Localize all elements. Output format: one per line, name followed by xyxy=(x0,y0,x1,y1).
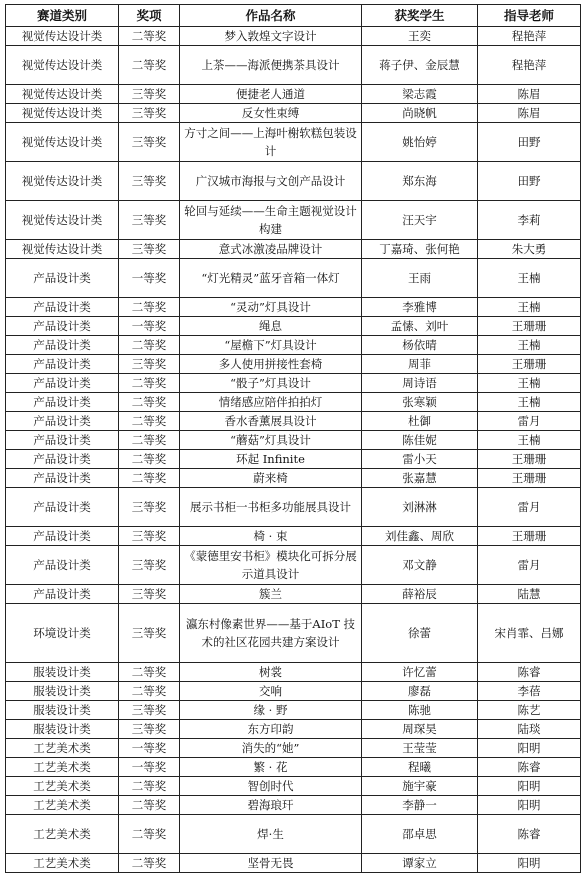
cell-student: 邓文静 xyxy=(362,546,478,585)
cell-work-title: 多人使用拼接性套椅 xyxy=(180,355,362,374)
cell-teacher: 雷月 xyxy=(478,546,581,585)
cell-teacher: 陈艺 xyxy=(478,701,581,720)
table-row xyxy=(6,259,581,298)
cell-work-title: “屋檐下”灯具设计 xyxy=(180,336,362,355)
cell-student: 杨依晴 xyxy=(362,336,478,355)
cell-student: 张寒颖 xyxy=(362,393,478,412)
cell-award: 三等奖 xyxy=(119,355,180,374)
cell-award: 二等奖 xyxy=(119,854,180,873)
cell-award: 三等奖 xyxy=(119,701,180,720)
cell-award: 二等奖 xyxy=(119,412,180,431)
cell-student: 陈佳妮 xyxy=(362,431,478,450)
cell-work-title: “骰子”灯具设计 xyxy=(180,374,362,393)
cell-student: 雷小天 xyxy=(362,450,478,469)
table-row xyxy=(6,527,581,546)
cell-category: 服装设计类 xyxy=(6,682,119,701)
header-teacher: 指导老师 xyxy=(478,5,581,27)
table-row xyxy=(6,585,581,604)
cell-award: 二等奖 xyxy=(119,374,180,393)
cell-teacher: 朱大勇 xyxy=(478,240,581,259)
cell-work-title: 梦入敦煌文字设计 xyxy=(180,27,362,46)
cell-student: 周琛昊 xyxy=(362,720,478,739)
cell-award: 三等奖 xyxy=(119,585,180,604)
cell-student: 邵卓思 xyxy=(362,815,478,854)
table-row xyxy=(6,162,581,201)
cell-category: 环境设计类 xyxy=(6,604,119,663)
cell-category: 视觉传达设计类 xyxy=(6,240,119,259)
cell-work-title: 情绪感应陪伴拍拍灯 xyxy=(180,393,362,412)
cell-teacher: 王珊珊 xyxy=(478,469,581,488)
cell-work-title: 广汉城市海报与文创产品设计 xyxy=(180,162,362,201)
cell-category: 产品设计类 xyxy=(6,488,119,527)
table-row xyxy=(6,46,581,85)
cell-work-title: 环起 Infinite xyxy=(180,450,362,469)
header-student: 获奖学生 xyxy=(362,5,478,27)
cell-teacher: 王楠 xyxy=(478,393,581,412)
header-award: 奖项 xyxy=(119,5,180,27)
cell-student: 梁志霞 xyxy=(362,85,478,104)
cell-teacher: 王珊珊 xyxy=(478,450,581,469)
cell-teacher: 雷月 xyxy=(478,412,581,431)
cell-award: 二等奖 xyxy=(119,682,180,701)
cell-work-title: 绳息 xyxy=(180,317,362,336)
cell-award: 二等奖 xyxy=(119,777,180,796)
cell-category: 产品设计类 xyxy=(6,431,119,450)
cell-student: 程曦 xyxy=(362,758,478,777)
cell-category: 产品设计类 xyxy=(6,469,119,488)
table-row xyxy=(6,701,581,720)
cell-award: 一等奖 xyxy=(119,758,180,777)
cell-award: 三等奖 xyxy=(119,527,180,546)
cell-award: 三等奖 xyxy=(119,604,180,663)
table-row xyxy=(6,777,581,796)
cell-student: 孟愫、刘叶 xyxy=(362,317,478,336)
cell-teacher: 王楠 xyxy=(478,259,581,298)
cell-award: 二等奖 xyxy=(119,450,180,469)
cell-student: 汪天宇 xyxy=(362,201,478,240)
cell-teacher: 陆慧 xyxy=(478,585,581,604)
cell-student: 施宇豪 xyxy=(362,777,478,796)
table-row xyxy=(6,663,581,682)
cell-student: 张嘉慧 xyxy=(362,469,478,488)
cell-work-title: 香水香薰展具设计 xyxy=(180,412,362,431)
table-row xyxy=(6,720,581,739)
cell-work-title: “灯光精灵”蓝牙音箱一体灯 xyxy=(180,259,362,298)
cell-work-title: 反女性束缚 xyxy=(180,104,362,123)
cell-category: 产品设计类 xyxy=(6,412,119,431)
cell-work-title: 碧海琅玕 xyxy=(180,796,362,815)
cell-category: 服装设计类 xyxy=(6,720,119,739)
cell-teacher: 陈眉 xyxy=(478,85,581,104)
cell-student: 王莹莹 xyxy=(362,739,478,758)
cell-work-title: 树裳 xyxy=(180,663,362,682)
cell-category: 产品设计类 xyxy=(6,259,119,298)
cell-work-title: 瀛东村像素世界——基于AIoT 技术的社区花园共建方案设计 xyxy=(180,604,362,663)
cell-award: 一等奖 xyxy=(119,739,180,758)
table-row xyxy=(6,336,581,355)
cell-student: 刘淋淋 xyxy=(362,488,478,527)
cell-category: 产品设计类 xyxy=(6,546,119,585)
table-row xyxy=(6,85,581,104)
table-row xyxy=(6,393,581,412)
table-row xyxy=(6,27,581,46)
cell-award: 三等奖 xyxy=(119,720,180,739)
cell-teacher: 阳明 xyxy=(478,777,581,796)
cell-teacher: 陆琰 xyxy=(478,720,581,739)
cell-category: 工艺美术类 xyxy=(6,777,119,796)
cell-category: 视觉传达设计类 xyxy=(6,85,119,104)
cell-award: 一等奖 xyxy=(119,317,180,336)
cell-student: 徐蕾 xyxy=(362,604,478,663)
cell-work-title: “灵动”灯具设计 xyxy=(180,298,362,317)
cell-student: 廖磊 xyxy=(362,682,478,701)
cell-work-title: 缘 · 野 xyxy=(180,701,362,720)
table-row xyxy=(6,815,581,854)
cell-teacher: 阳明 xyxy=(478,739,581,758)
cell-teacher: 王楠 xyxy=(478,336,581,355)
cell-teacher: 阳明 xyxy=(478,796,581,815)
cell-work-title: 椅 · 束 xyxy=(180,527,362,546)
cell-teacher: 陈睿 xyxy=(478,758,581,777)
table-row xyxy=(6,240,581,259)
table-row xyxy=(6,758,581,777)
cell-work-title: 消失的“她” xyxy=(180,739,362,758)
cell-student: 蒋子伊、金辰慧 xyxy=(362,46,478,85)
cell-category: 产品设计类 xyxy=(6,450,119,469)
table-row xyxy=(6,355,581,374)
cell-category: 产品设计类 xyxy=(6,585,119,604)
cell-category: 产品设计类 xyxy=(6,527,119,546)
cell-award: 二等奖 xyxy=(119,431,180,450)
cell-teacher: 王楠 xyxy=(478,431,581,450)
cell-student: 尚晓帆 xyxy=(362,104,478,123)
table-row xyxy=(6,739,581,758)
cell-category: 工艺美术类 xyxy=(6,854,119,873)
cell-award: 三等奖 xyxy=(119,162,180,201)
cell-work-title: 繁 · 花 xyxy=(180,758,362,777)
cell-teacher: 陈眉 xyxy=(478,104,581,123)
cell-student: 郑东海 xyxy=(362,162,478,201)
cell-category: 服装设计类 xyxy=(6,663,119,682)
cell-category: 产品设计类 xyxy=(6,374,119,393)
header-row xyxy=(6,5,581,27)
cell-student: 杜御 xyxy=(362,412,478,431)
cell-work-title: 便捷老人通道 xyxy=(180,85,362,104)
table-row xyxy=(6,374,581,393)
cell-work-title: 交响 xyxy=(180,682,362,701)
table-row xyxy=(6,604,581,663)
cell-award: 二等奖 xyxy=(119,336,180,355)
cell-student: 王雨 xyxy=(362,259,478,298)
table-row xyxy=(6,469,581,488)
cell-award: 三等奖 xyxy=(119,201,180,240)
cell-teacher: 陈睿 xyxy=(478,815,581,854)
cell-teacher: 阳明 xyxy=(478,854,581,873)
cell-award: 二等奖 xyxy=(119,27,180,46)
cell-student: 谭家立 xyxy=(362,854,478,873)
cell-student: 刘佳鑫、周欣 xyxy=(362,527,478,546)
cell-award: 二等奖 xyxy=(119,298,180,317)
cell-category: 视觉传达设计类 xyxy=(6,201,119,240)
table-row xyxy=(6,201,581,240)
cell-work-title: 簇兰 xyxy=(180,585,362,604)
table-row xyxy=(6,123,581,162)
cell-category: 产品设计类 xyxy=(6,317,119,336)
cell-work-title: “蘑菇”灯具设计 xyxy=(180,431,362,450)
cell-work-title: 方寸之间——上海叶榭软糕包装设计 xyxy=(180,123,362,162)
cell-student: 姚怡婷 xyxy=(362,123,478,162)
cell-award: 二等奖 xyxy=(119,469,180,488)
cell-category: 产品设计类 xyxy=(6,298,119,317)
cell-award: 三等奖 xyxy=(119,85,180,104)
cell-category: 工艺美术类 xyxy=(6,796,119,815)
cell-work-title: 焊·生 xyxy=(180,815,362,854)
cell-category: 视觉传达设计类 xyxy=(6,46,119,85)
table-row xyxy=(6,317,581,336)
cell-student: 周菲 xyxy=(362,355,478,374)
awards-table xyxy=(5,4,581,873)
cell-award: 二等奖 xyxy=(119,393,180,412)
cell-student: 周诗语 xyxy=(362,374,478,393)
cell-work-title: 上茶——海派便携茶具设计 xyxy=(180,46,362,85)
cell-student: 李雅博 xyxy=(362,298,478,317)
header-work-title: 作品名称 xyxy=(180,5,362,27)
cell-category: 工艺美术类 xyxy=(6,815,119,854)
cell-student: 陈驰 xyxy=(362,701,478,720)
cell-category: 产品设计类 xyxy=(6,393,119,412)
cell-teacher: 程艳萍 xyxy=(478,27,581,46)
header-track-category: 赛道类别 xyxy=(6,5,119,27)
cell-teacher: 陈睿 xyxy=(478,663,581,682)
cell-teacher: 雷月 xyxy=(478,488,581,527)
cell-award: 二等奖 xyxy=(119,663,180,682)
table-row xyxy=(6,431,581,450)
cell-teacher: 李莉 xyxy=(478,201,581,240)
cell-category: 产品设计类 xyxy=(6,336,119,355)
table-row xyxy=(6,488,581,527)
table-row xyxy=(6,854,581,873)
cell-category: 视觉传达设计类 xyxy=(6,27,119,46)
cell-student: 李静一 xyxy=(362,796,478,815)
cell-award: 三等奖 xyxy=(119,123,180,162)
table-row xyxy=(6,682,581,701)
table-row xyxy=(6,450,581,469)
cell-work-title: 蔚来椅 xyxy=(180,469,362,488)
cell-teacher: 宋肖霏、吕娜 xyxy=(478,604,581,663)
cell-category: 产品设计类 xyxy=(6,355,119,374)
cell-award: 一等奖 xyxy=(119,259,180,298)
cell-category: 工艺美术类 xyxy=(6,739,119,758)
cell-category: 视觉传达设计类 xyxy=(6,162,119,201)
cell-work-title: 坚骨无畏 xyxy=(180,854,362,873)
table-row xyxy=(6,104,581,123)
cell-award: 二等奖 xyxy=(119,46,180,85)
cell-work-title: 东方印韵 xyxy=(180,720,362,739)
cell-teacher: 田野 xyxy=(478,162,581,201)
table-body xyxy=(6,27,581,873)
cell-teacher: 王珊珊 xyxy=(478,527,581,546)
cell-student: 薛裕辰 xyxy=(362,585,478,604)
cell-teacher: 程艳萍 xyxy=(478,46,581,85)
cell-work-title: 《蒙德里安书柜》模块化可拆分展示道具设计 xyxy=(180,546,362,585)
cell-student: 丁嘉琦、张何艳 xyxy=(362,240,478,259)
cell-award: 二等奖 xyxy=(119,815,180,854)
cell-teacher: 田野 xyxy=(478,123,581,162)
cell-award: 二等奖 xyxy=(119,796,180,815)
cell-teacher: 王珊珊 xyxy=(478,355,581,374)
cell-work-title: 展示书柜一书柜多功能展具设计 xyxy=(180,488,362,527)
table-row xyxy=(6,298,581,317)
cell-student: 王奕 xyxy=(362,27,478,46)
cell-category: 视觉传达设计类 xyxy=(6,123,119,162)
cell-student: 许忆蕾 xyxy=(362,663,478,682)
cell-work-title: 意式冰激凌品牌设计 xyxy=(180,240,362,259)
table-row xyxy=(6,796,581,815)
cell-work-title: 轮回与延续——生命主题视觉设计构建 xyxy=(180,201,362,240)
cell-teacher: 王楠 xyxy=(478,374,581,393)
cell-award: 三等奖 xyxy=(119,240,180,259)
cell-teacher: 王珊珊 xyxy=(478,317,581,336)
table-row xyxy=(6,546,581,585)
cell-work-title: 智创时代 xyxy=(180,777,362,796)
cell-award: 三等奖 xyxy=(119,488,180,527)
cell-category: 服装设计类 xyxy=(6,701,119,720)
table-row xyxy=(6,412,581,431)
cell-award: 三等奖 xyxy=(119,546,180,585)
cell-category: 工艺美术类 xyxy=(6,758,119,777)
cell-teacher: 李蓓 xyxy=(478,682,581,701)
cell-category: 视觉传达设计类 xyxy=(6,104,119,123)
cell-teacher: 王楠 xyxy=(478,298,581,317)
cell-award: 三等奖 xyxy=(119,104,180,123)
